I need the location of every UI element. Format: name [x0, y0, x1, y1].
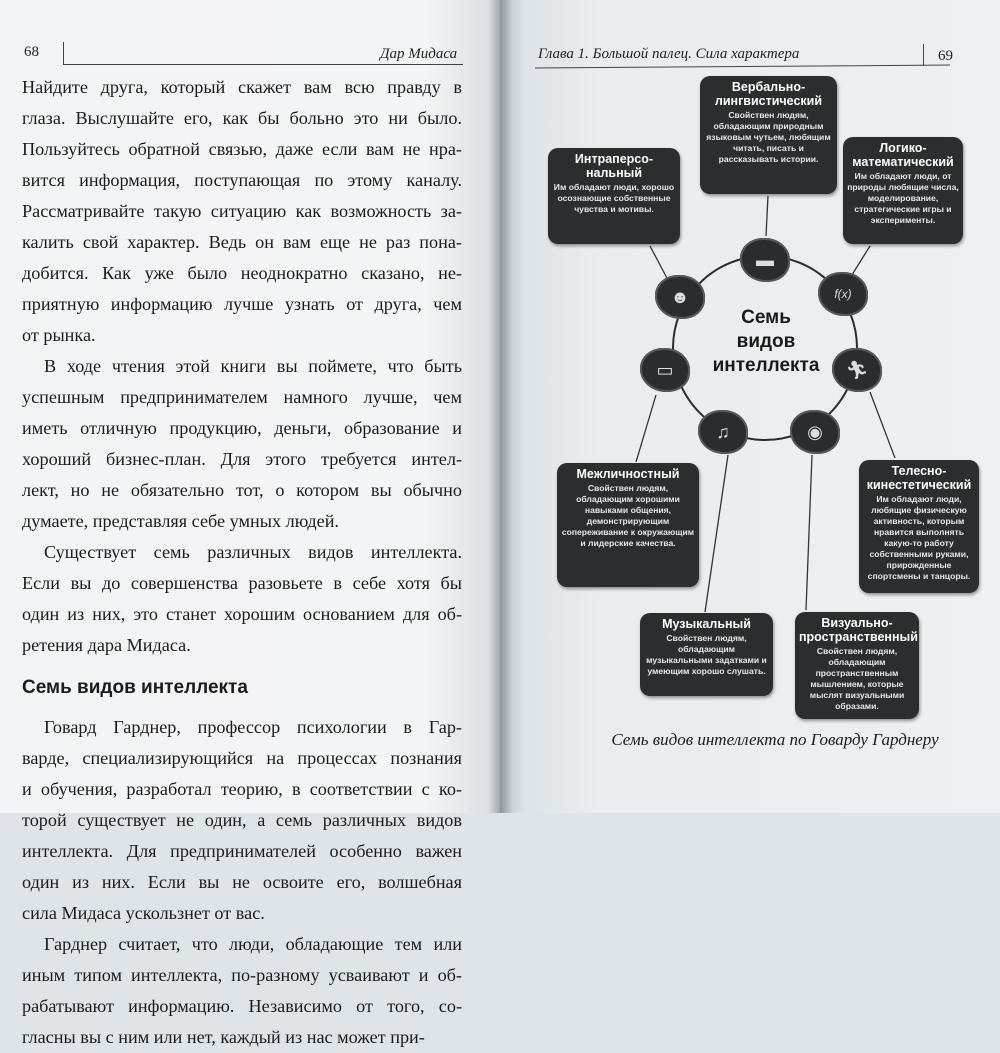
text-line: В ходе чтения этой книги вы поймете, что быть: [44, 356, 462, 376]
page-number-left: 68: [24, 44, 39, 60]
text-line: успешным предпринимателем намного лучше, чем: [22, 387, 462, 407]
text-line: рабатывают информацию. Независимо от того, со-: [22, 996, 462, 1016]
text-line: глаза. Выслушайте его, как бы больно это ни было.: [22, 108, 462, 128]
text-line: один из них. Если вы не освоите его, волшебная: [22, 872, 462, 892]
music-icon: ♫: [698, 410, 748, 454]
text-line: иметь отличную продукцию, деньги, образование и: [22, 418, 462, 438]
diagram-center-title: [712, 306, 820, 378]
text-line: гласны вы с ним или нет, каждый из нас может при-: [22, 1027, 425, 1047]
connector-visual: [806, 455, 812, 610]
text-line: ретения дара Мидаса.: [22, 635, 191, 655]
connector-teleso: [870, 392, 895, 458]
text-line: один из них, это станет хорошим основанием для об-: [22, 604, 462, 624]
figure-caption: Семь видов интеллекта по Говарду Гарднеру: [611, 730, 939, 749]
section-heading: Семь видов интеллекта: [22, 677, 248, 698]
text-line: приятную информацию лучше узнать от друга, чем: [22, 294, 462, 314]
box-title: Вербально- лингвистический: [714, 80, 823, 108]
text-line: Говард Гарднер, профессор психологии в Гар-: [44, 717, 462, 737]
box-description: Свойствен людям, обладающим природным языковым чутьем, любящим читать, писать и рассказывать истории.: [706, 110, 831, 164]
text-line: Гарднер считает, что люди, обладающие тем или: [44, 934, 462, 954]
paragraph: [22, 929, 462, 1053]
connector-mezh: [636, 395, 656, 462]
runner-icon: 🏃︎: [832, 348, 882, 392]
box-logical-mathematical: [843, 137, 963, 244]
box-title: Музыкальный: [662, 617, 751, 631]
text-line: добится. Как уже было неоднократно сказано, не-: [22, 263, 462, 283]
text-line: Рассматривайте такую ситуацию как возможность за-: [22, 201, 462, 221]
box-description: Им обладают люди, хорошо осознающие собственные чувства и мотивы.: [553, 182, 675, 214]
box-musical: [640, 613, 773, 696]
text-line: думаете, представляя себе умных людей.: [22, 511, 339, 531]
center-title-line: интеллекта: [712, 355, 820, 376]
text-line: Если вы до совершенства разовьете в себе хотя бы: [22, 573, 462, 593]
connector-intra: [650, 246, 668, 280]
eye-palette-icon: ◉: [790, 410, 840, 454]
function-graph-icon: f(x): [818, 272, 868, 316]
box-title: Логико- математический: [852, 141, 954, 169]
connector-verbal: [766, 196, 768, 236]
text-line: Существует семь различных видов интеллекта.: [44, 542, 462, 562]
box-title: Визуально- пространственный: [799, 616, 918, 644]
running-head-right: Глава 1. Большой палец. Сила характера: [538, 46, 800, 62]
center-title-line: видов: [736, 331, 796, 352]
connector-music: [705, 455, 728, 612]
book-icon: ▬: [740, 238, 790, 282]
box-description: Свойствен людям, обладающим пространственным мышлением, которые мыслят визуальными образами.: [809, 646, 905, 711]
box-title: Интраперсо- нальный: [574, 152, 654, 180]
text-line: Пользуйтесь обратной связью, даже если вам не нра-: [22, 139, 462, 159]
box-intrapersonal: [548, 148, 680, 244]
text-line: лект, но не обязательно тот, о котором вы обычно: [22, 480, 462, 500]
box-description: Свойствен людям, обладающим хорошими навыками общения, демонстрирующим сопереживание к окружающим и лидерские качества.: [561, 483, 695, 548]
text-line: иным типом интеллекта, по-разному усваивают и об-: [22, 965, 462, 985]
text-line: торой существует не один, а семь различных видов: [22, 810, 462, 830]
text-line: хороший бизнес-план. Для этого требуется интел-: [22, 449, 462, 469]
running-head-left: Дар Мидаса: [380, 46, 458, 62]
text-line: от рынка.: [22, 325, 96, 345]
center-title-line: Семь: [741, 307, 791, 328]
text-line: и обучения, разработал теорию, в соответствии с ко-: [22, 779, 462, 799]
text-line: калить свой характер. Ведь он вам еще не раз пона-: [22, 232, 462, 252]
text-line: вится информация, поступающая по этому каналу.: [22, 170, 462, 190]
box-description: Свойствен людям, обладающим музыкальными задатками и умеющим хорошо слушать.: [646, 633, 767, 676]
head-icon: ☻: [655, 275, 705, 319]
text-line: варде, специализирующийся на процессах познания: [22, 748, 462, 768]
box-verbal-linguistic: [700, 76, 837, 194]
box-bodily-kinesthetic: [859, 460, 979, 593]
box-description: Им обладают люди, любящие физическую активность, которым нравится выполнять какую-то работу собственными руками, прирожденные спортсмены и танцоры.: [867, 494, 971, 581]
box-title: Межличностный: [576, 467, 680, 481]
text-line: Найдите друга, который скажет вам всю правду в: [22, 77, 462, 97]
box-title: Телесно- кинестетический: [866, 464, 972, 492]
speech-bubble-icon: ▭: [640, 348, 690, 392]
text-line: интеллекта. Для предпринимателей особенно важен: [22, 841, 462, 861]
box-visual-spatial: [795, 612, 919, 719]
page-number-right: 69: [938, 48, 953, 64]
text-line: сила Мидаса ускользнет от вас.: [22, 903, 265, 923]
box-description: Им обладают люди, от природы любящие числа, моделирование, стратегические игры и эксперименты.: [847, 171, 959, 225]
box-interpersonal: [557, 463, 699, 587]
